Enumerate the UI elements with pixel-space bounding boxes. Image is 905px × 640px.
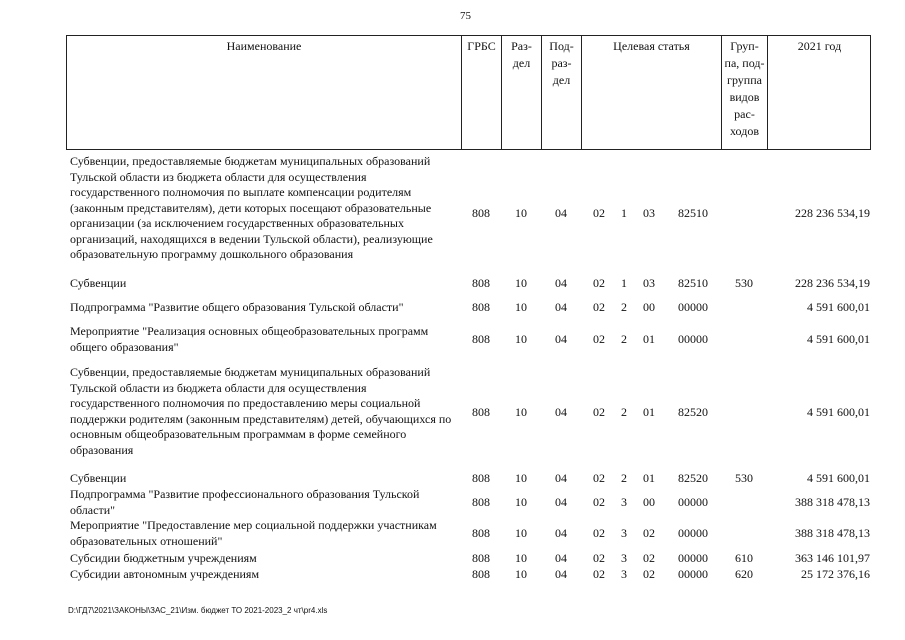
- row-amount: 228 236 534,19: [795, 276, 870, 290]
- row-name: Субвенции, предоставляемые бюджетам муниципальных образований Тульской области из бюджета области для осуществления государственного полномочия по предоставлению меры социальной поддержки родителям (законным представителям) детей, обучающихся по основным общеобразовательным программам в форме семейного образования: [70, 365, 452, 457]
- row-group: 620: [735, 567, 753, 581]
- row-target-2: 2: [621, 300, 627, 314]
- row-podrazdel: 04: [555, 471, 567, 485]
- header-name: Наименование: [226, 39, 302, 53]
- row-target-2: 2: [621, 471, 627, 485]
- row-amount: 4 591 600,01: [807, 471, 870, 485]
- header-grbs: ГРБС: [461, 36, 501, 149]
- row-target-3: 01: [643, 332, 655, 346]
- row-target-3: 03: [643, 276, 655, 290]
- header-target: Целевая статья: [581, 36, 721, 149]
- row-target-1: 02: [593, 471, 605, 485]
- row-target-3: 00: [643, 495, 655, 509]
- row-target-3: 00: [643, 300, 655, 314]
- row-podrazdel: 04: [555, 405, 567, 419]
- row-razdel: 10: [515, 405, 527, 419]
- row-target-1: 02: [593, 405, 605, 419]
- row-grbs: 808: [472, 332, 490, 346]
- row-target-1: 02: [593, 332, 605, 346]
- row-target-4: 82520: [678, 471, 708, 485]
- table-row: [66, 487, 871, 519]
- row-name: Субвенции: [70, 471, 127, 485]
- row-target-1: 02: [593, 551, 605, 565]
- row-podrazdel: 04: [555, 300, 567, 314]
- row-podrazdel: 04: [555, 526, 567, 540]
- row-grbs: 808: [472, 495, 490, 509]
- row-podrazdel: 04: [555, 551, 567, 565]
- row-podrazdel: 04: [555, 206, 567, 220]
- header-year: 2021 год: [767, 36, 871, 149]
- table-row: [66, 154, 871, 269]
- table-row: [66, 324, 871, 356]
- row-target-4: 82520: [678, 405, 708, 419]
- row-name: Подпрограмма "Развитие профессионального образования Тульской области": [70, 487, 420, 517]
- row-target-4: 00000: [678, 332, 708, 346]
- row-razdel: 10: [515, 332, 527, 346]
- row-razdel: 10: [515, 526, 527, 540]
- row-razdel: 10: [515, 495, 527, 509]
- row-grbs: 808: [472, 471, 490, 485]
- row-amount: 228 236 534,19: [795, 206, 870, 220]
- row-podrazdel: 04: [555, 332, 567, 346]
- row-amount: 25 172 376,16: [801, 567, 870, 581]
- row-target-4: 00000: [678, 567, 708, 581]
- row-target-3: 01: [643, 471, 655, 485]
- header-razdel: Раз- дел: [501, 36, 541, 149]
- row-target-2: 3: [621, 551, 627, 565]
- row-amount: 4 591 600,01: [807, 332, 870, 346]
- row-amount: 388 318 478,13: [795, 495, 870, 509]
- row-target-2: 1: [621, 206, 627, 220]
- row-grbs: 808: [472, 551, 490, 565]
- header-podrazdel: Под- раз- дел: [541, 36, 581, 149]
- row-target-2: 3: [621, 495, 627, 509]
- row-name: Субвенции: [70, 276, 127, 290]
- row-amount: 363 146 101,97: [795, 551, 870, 565]
- file-path-footer: D:\ГД7\2021\ЗАКОНЫ\ЗАС_21\Изм. бюджет ТО 2021-2023_2 чт\pr4.xls: [68, 606, 328, 615]
- row-grbs: 808: [472, 405, 490, 419]
- row-amount: 4 591 600,01: [807, 405, 870, 419]
- row-razdel: 10: [515, 206, 527, 220]
- row-target-1: 02: [593, 567, 605, 581]
- row-razdel: 10: [515, 471, 527, 485]
- row-target-4: 82510: [678, 206, 708, 220]
- row-target-2: 3: [621, 526, 627, 540]
- row-grbs: 808: [472, 526, 490, 540]
- row-target-4: 82510: [678, 276, 708, 290]
- row-podrazdel: 04: [555, 276, 567, 290]
- row-target-3: 03: [643, 206, 655, 220]
- row-razdel: 10: [515, 567, 527, 581]
- row-target-3: 02: [643, 551, 655, 565]
- row-target-2: 2: [621, 405, 627, 419]
- row-name: Субсидии автономным учреждениям: [70, 567, 260, 581]
- row-target-2: 3: [621, 567, 627, 581]
- row-amount: 388 318 478,13: [795, 526, 870, 540]
- header-group: Груп- па, под- группа видов рас- ходов: [721, 36, 767, 149]
- row-target-2: 2: [621, 332, 627, 346]
- row-target-3: 02: [643, 526, 655, 540]
- row-group: 610: [735, 551, 753, 565]
- row-group: 530: [735, 276, 753, 290]
- row-group: 530: [735, 471, 753, 485]
- row-grbs: 808: [472, 567, 490, 581]
- row-target-4: 00000: [678, 551, 708, 565]
- row-razdel: 10: [515, 300, 527, 314]
- row-name: Субсидии бюджетным учреждениям: [70, 551, 257, 565]
- row-razdel: 10: [515, 551, 527, 565]
- row-grbs: 808: [472, 300, 490, 314]
- row-target-4: 00000: [678, 300, 708, 314]
- row-target-1: 02: [593, 526, 605, 540]
- row-grbs: 808: [472, 276, 490, 290]
- row-target-1: 02: [593, 495, 605, 509]
- row-target-4: 00000: [678, 526, 708, 540]
- page-number: 75: [460, 10, 471, 22]
- row-podrazdel: 04: [555, 567, 567, 581]
- table-row: [66, 365, 871, 460]
- row-target-4: 00000: [678, 495, 708, 509]
- row-target-2: 1: [621, 276, 627, 290]
- row-amount: 4 591 600,01: [807, 300, 870, 314]
- row-target-1: 02: [593, 206, 605, 220]
- table-row: [66, 518, 871, 550]
- row-razdel: 10: [515, 276, 527, 290]
- row-name: Мероприятие "Предоставление мер социальной поддержки участникам образовательных отношений": [70, 518, 437, 548]
- row-name: Подпрограмма "Развитие общего образования Тульской области": [70, 300, 404, 314]
- row-target-3: 02: [643, 567, 655, 581]
- table-header: [66, 35, 871, 150]
- row-grbs: 808: [472, 206, 490, 220]
- row-target-1: 02: [593, 276, 605, 290]
- row-target-3: 01: [643, 405, 655, 419]
- row-name: Мероприятие "Реализация основных общеобразовательных программ общего образования": [70, 324, 429, 354]
- row-target-1: 02: [593, 300, 605, 314]
- row-podrazdel: 04: [555, 495, 567, 509]
- row-name: Субвенции, предоставляемые бюджетам муниципальных образований Тульской области из бюджета области для осуществления государственного полномочия по выплате компенсации родителям (законным представителям), дети которых посещают образовательные организации (за исключением государственных образовательных организаций, находящихся в ведении Тульской области), реализующие образовательную программу дошкольного образования: [70, 154, 433, 261]
